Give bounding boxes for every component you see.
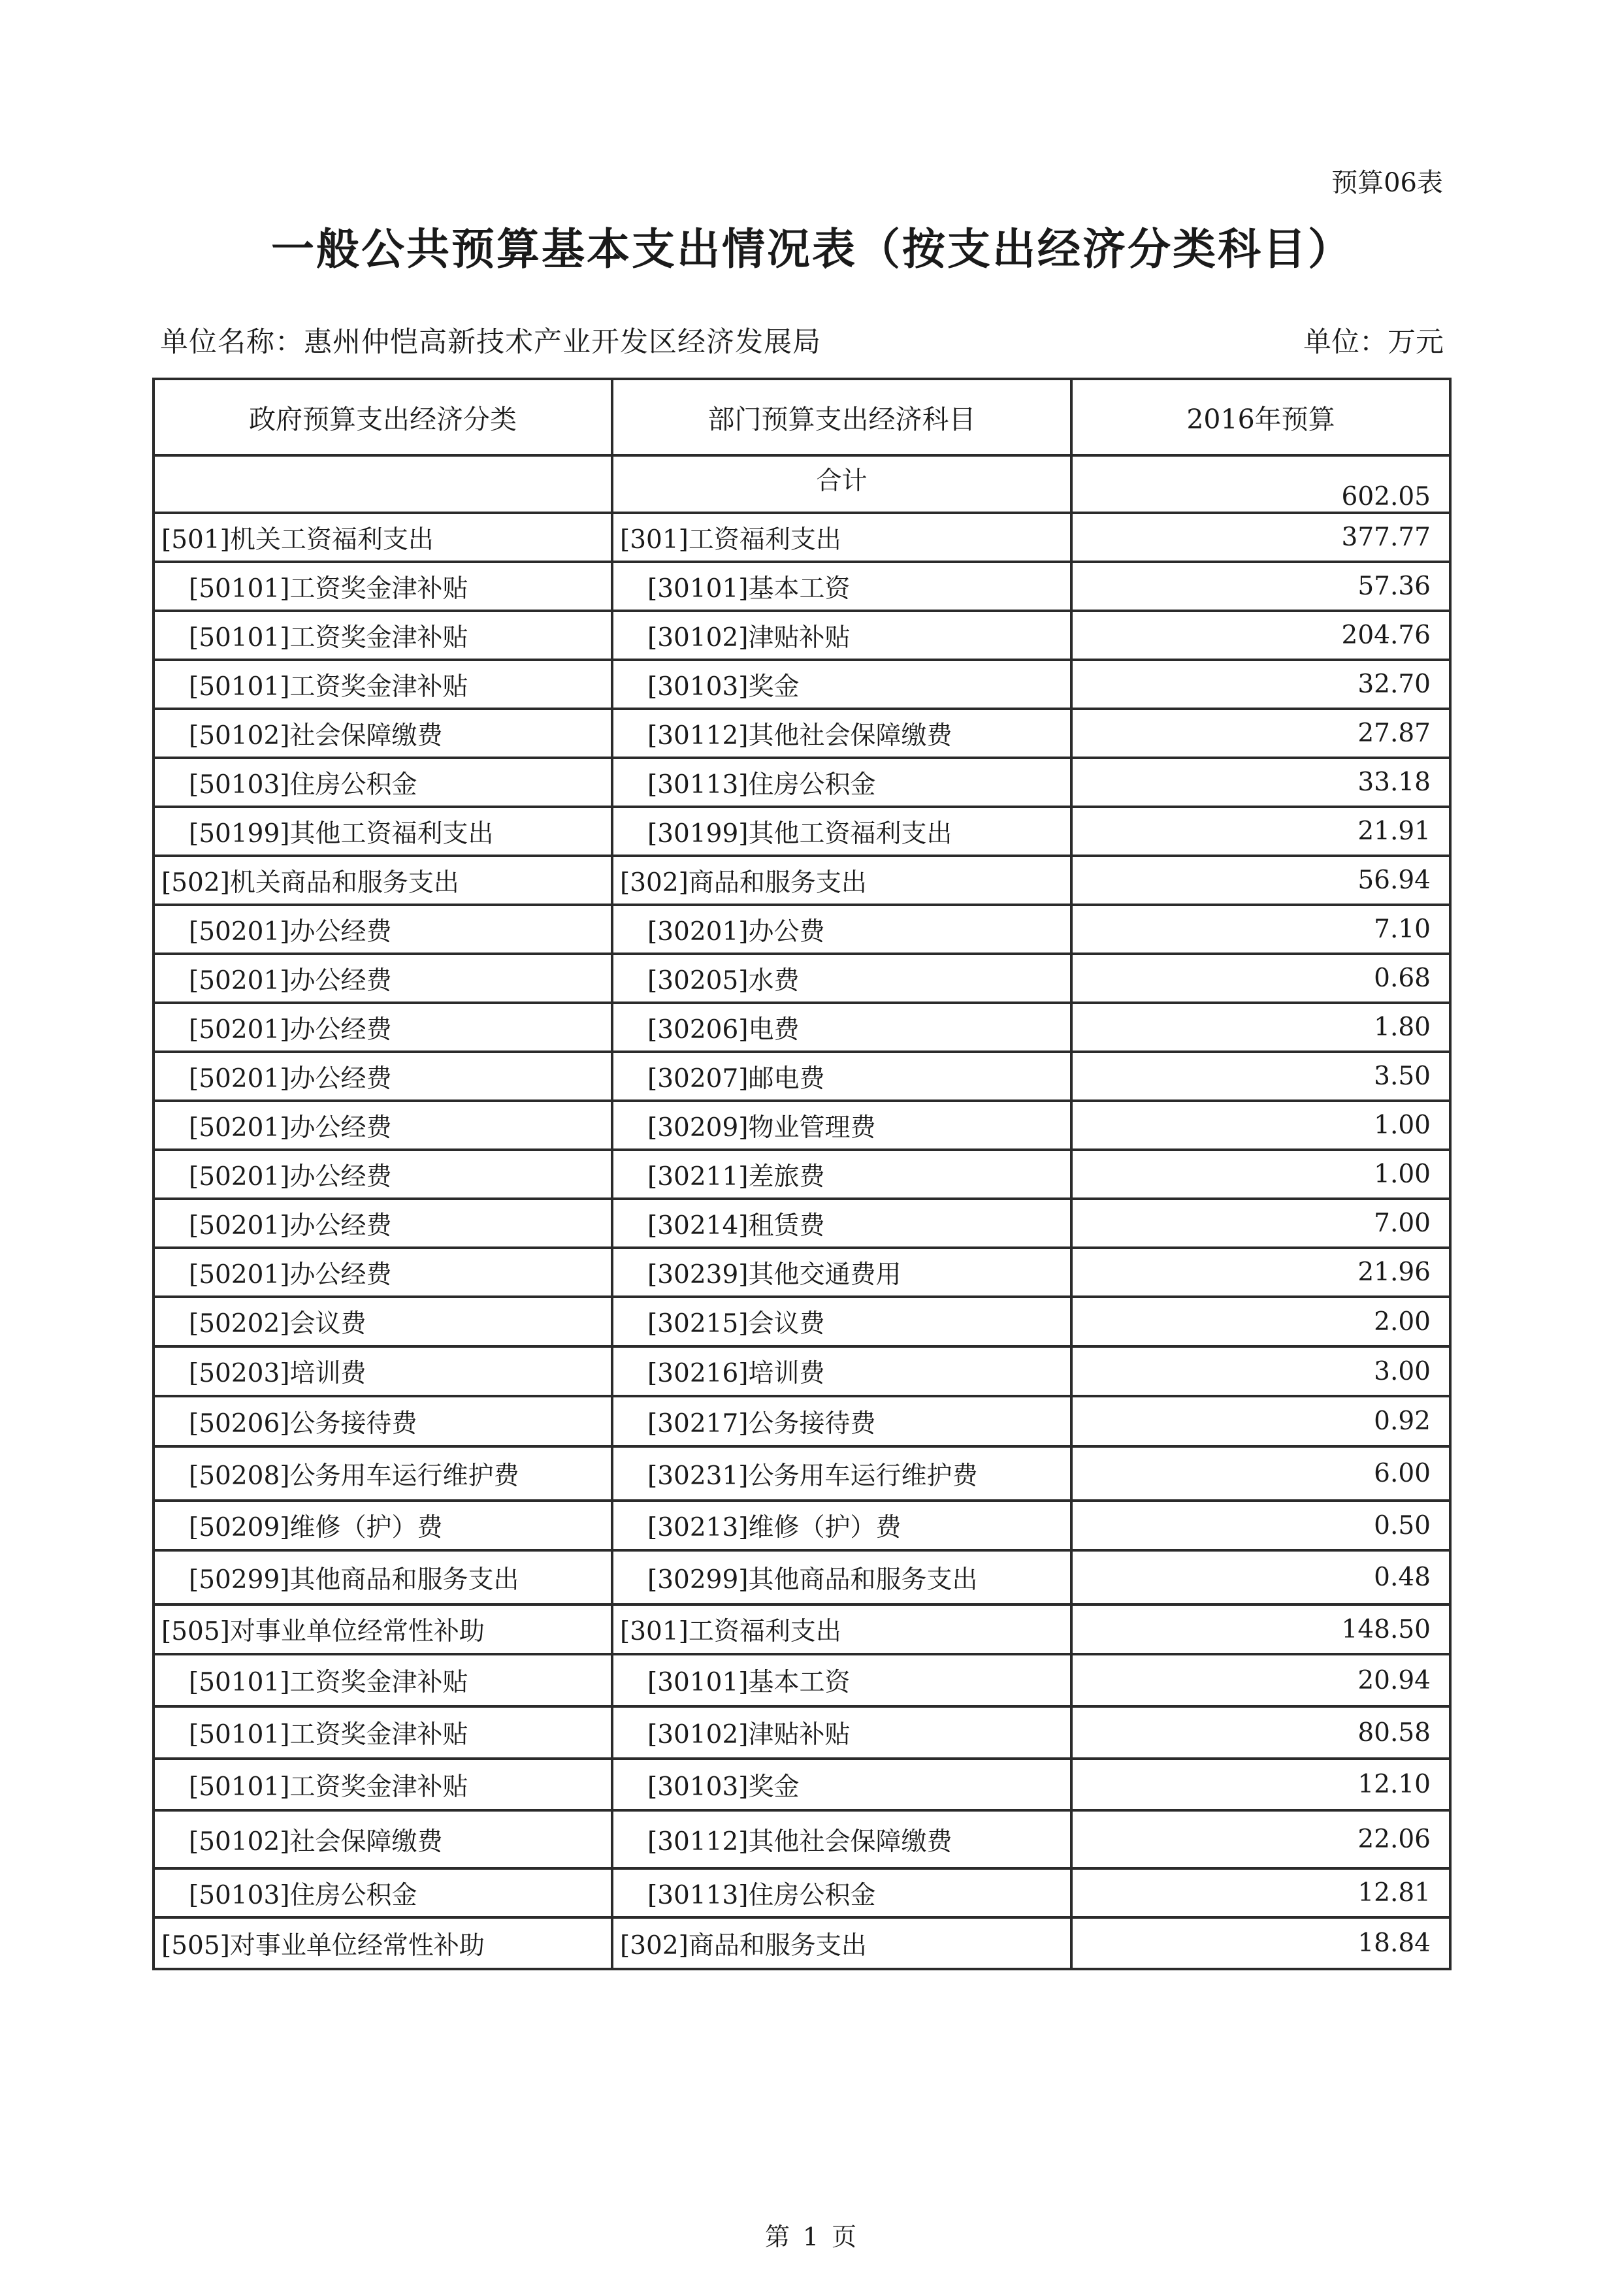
table-row [154, 758, 1450, 807]
gov-category-cell: [50101]工资奖金津补贴 [154, 1706, 612, 1759]
table-row [154, 1396, 1450, 1446]
dept-item-cell: [30112]其他社会保障缴费 [612, 709, 1071, 758]
dept-item-cell: [30199]其他工资福利支出 [612, 807, 1071, 856]
table-row [154, 1501, 1450, 1550]
amount-cell: 32.70 [1071, 660, 1450, 709]
amount-cell: 27.87 [1071, 709, 1450, 758]
amount-cell: 1.00 [1071, 1150, 1450, 1199]
dept-item-cell: [30211]差旅费 [612, 1150, 1071, 1199]
amount-cell: 80.58 [1071, 1706, 1450, 1759]
gov-category-cell: [50201]办公经费 [154, 954, 612, 1003]
table-row [154, 513, 1450, 562]
table-row [154, 1248, 1450, 1297]
gov-category-cell: [50101]工资奖金津补贴 [154, 611, 612, 660]
dept-item-cell: [30112]其他社会保障缴费 [612, 1810, 1071, 1868]
table-row [154, 1297, 1450, 1346]
gov-category-cell: [50201]办公经费 [154, 1052, 612, 1101]
amount-cell: 22.06 [1071, 1810, 1450, 1868]
table-row [154, 709, 1450, 758]
amount-cell: 21.96 [1071, 1248, 1450, 1297]
table-row [154, 1604, 1450, 1654]
total-label: 合计 [612, 455, 1071, 513]
budget-table [152, 378, 1452, 1970]
table-row [154, 1052, 1450, 1101]
table-row [154, 1917, 1450, 1969]
total-value: 602.05 [1071, 455, 1450, 513]
currency-unit: 单位：万元 [1303, 326, 1444, 359]
gov-category-cell: [50202]会议费 [154, 1297, 612, 1346]
amount-cell: 12.10 [1071, 1759, 1450, 1810]
table-row [154, 1003, 1450, 1052]
amount-cell: 3.00 [1071, 1346, 1450, 1396]
gov-category-cell: [50101]工资奖金津补贴 [154, 562, 612, 611]
table-row [154, 905, 1450, 954]
dept-item-cell: [30214]租赁费 [612, 1199, 1071, 1248]
amount-cell: 148.50 [1071, 1604, 1450, 1654]
total-empty-cell [154, 455, 612, 513]
table-row [154, 1706, 1450, 1759]
gov-category-cell: [50101]工资奖金津补贴 [154, 660, 612, 709]
dept-item-cell: [30113]住房公积金 [612, 1868, 1071, 1917]
table-row [154, 611, 1450, 660]
gov-category-cell: [50103]住房公积金 [154, 1868, 612, 1917]
page-title: 一般公共预算基本支出情况表（按支出经济分类科目） [271, 223, 1353, 274]
column-header-amount: 2016年预算 [1071, 379, 1450, 455]
dept-item-cell: [302]商品和服务支出 [612, 856, 1071, 905]
gov-category-cell: [50201]办公经费 [154, 1199, 612, 1248]
table-row [154, 660, 1450, 709]
dept-item-cell: [30101]基本工资 [612, 1654, 1071, 1706]
table-row [154, 1150, 1450, 1199]
column-header-gov: 政府预算支出经济分类 [154, 379, 612, 455]
gov-category-cell: [50103]住房公积金 [154, 758, 612, 807]
table-row [154, 807, 1450, 856]
page-number: 第 1 页 [764, 2223, 860, 2251]
dept-item-cell: [301]工资福利支出 [612, 1604, 1071, 1654]
gov-category-cell: [50208]公务用车运行维护费 [154, 1446, 612, 1501]
gov-category-cell: [50102]社会保障缴费 [154, 709, 612, 758]
gov-category-cell: [50299]其他商品和服务支出 [154, 1550, 612, 1604]
table-row [154, 1101, 1450, 1150]
table-number: 预算06表 [1331, 168, 1443, 198]
table-row [154, 1346, 1450, 1396]
amount-cell: 204.76 [1071, 611, 1450, 660]
gov-category-cell: [50201]办公经费 [154, 905, 612, 954]
dept-item-cell: [30299]其他商品和服务支出 [612, 1550, 1071, 1604]
amount-cell: 0.68 [1071, 954, 1450, 1003]
amount-cell: 21.91 [1071, 807, 1450, 856]
gov-category-cell: [505]对事业单位经常性补助 [154, 1917, 612, 1969]
gov-category-cell: [501]机关工资福利支出 [154, 513, 612, 562]
gov-category-cell: [50101]工资奖金津补贴 [154, 1654, 612, 1706]
gov-category-cell: [50201]办公经费 [154, 1003, 612, 1052]
gov-category-cell: [50209]维修（护）费 [154, 1501, 612, 1550]
amount-cell: 7.00 [1071, 1199, 1450, 1248]
table-row [154, 1550, 1450, 1604]
table-row [154, 1446, 1450, 1501]
dept-item-cell: [30215]会议费 [612, 1297, 1071, 1346]
dept-item-cell: [30102]津贴补贴 [612, 611, 1071, 660]
table-row [154, 856, 1450, 905]
gov-category-cell: [502]机关商品和服务支出 [154, 856, 612, 905]
dept-item-cell: [30103]奖金 [612, 660, 1071, 709]
amount-cell: 6.00 [1071, 1446, 1450, 1501]
gov-category-cell: [50201]办公经费 [154, 1101, 612, 1150]
amount-cell: 377.77 [1071, 513, 1450, 562]
amount-cell: 2.00 [1071, 1297, 1450, 1346]
gov-category-cell: [50199]其他工资福利支出 [154, 807, 612, 856]
column-header-dept: 部门预算支出经济科目 [612, 379, 1071, 455]
dept-item-cell: [301]工资福利支出 [612, 513, 1071, 562]
gov-category-cell: [50203]培训费 [154, 1346, 612, 1396]
gov-category-cell: [50206]公务接待费 [154, 1396, 612, 1446]
amount-cell: 0.92 [1071, 1396, 1450, 1446]
dept-item-cell: [30103]奖金 [612, 1759, 1071, 1810]
dept-item-cell: [30205]水费 [612, 954, 1071, 1003]
table-row [154, 954, 1450, 1003]
dept-item-cell: [30213]维修（护）费 [612, 1501, 1071, 1550]
amount-cell: 1.00 [1071, 1101, 1450, 1150]
gov-category-cell: [505]对事业单位经常性补助 [154, 1604, 612, 1654]
amount-cell: 20.94 [1071, 1654, 1450, 1706]
amount-cell: 0.48 [1071, 1550, 1450, 1604]
table-row [154, 1810, 1450, 1868]
amount-cell: 7.10 [1071, 905, 1450, 954]
amount-cell: 56.94 [1071, 856, 1450, 905]
total-row [154, 455, 1450, 513]
amount-cell: 0.50 [1071, 1501, 1450, 1550]
table-header-row [154, 379, 1450, 455]
amount-cell: 33.18 [1071, 758, 1450, 807]
dept-item-cell: [30217]公务接待费 [612, 1396, 1071, 1446]
dept-item-cell: [30201]办公费 [612, 905, 1071, 954]
table-row [154, 562, 1450, 611]
dept-item-cell: [30101]基本工资 [612, 562, 1071, 611]
dept-item-cell: [30209]物业管理费 [612, 1101, 1071, 1150]
amount-cell: 1.80 [1071, 1003, 1450, 1052]
dept-item-cell: [30231]公务用车运行维护费 [612, 1446, 1071, 1501]
dept-item-cell: [30207]邮电费 [612, 1052, 1071, 1101]
dept-item-cell: [30206]电费 [612, 1003, 1071, 1052]
amount-cell: 57.36 [1071, 562, 1450, 611]
amount-cell: 18.84 [1071, 1917, 1450, 1969]
amount-cell: 3.50 [1071, 1052, 1450, 1101]
table-row [154, 1199, 1450, 1248]
dept-item-cell: [302]商品和服务支出 [612, 1917, 1071, 1969]
dept-item-cell: [30216]培训费 [612, 1346, 1071, 1396]
dept-item-cell: [30102]津贴补贴 [612, 1706, 1071, 1759]
unit-name: 单位名称：惠州仲恺高新技术产业开发区经济发展局 [160, 326, 821, 359]
gov-category-cell: [50101]工资奖金津补贴 [154, 1759, 612, 1810]
amount-cell: 12.81 [1071, 1868, 1450, 1917]
gov-category-cell: [50201]办公经费 [154, 1150, 612, 1199]
gov-category-cell: [50201]办公经费 [154, 1248, 612, 1297]
table-row [154, 1868, 1450, 1917]
table-row [154, 1654, 1450, 1706]
gov-category-cell: [50102]社会保障缴费 [154, 1810, 612, 1868]
dept-item-cell: [30113]住房公积金 [612, 758, 1071, 807]
dept-item-cell: [30239]其他交通费用 [612, 1248, 1071, 1297]
table-row [154, 1759, 1450, 1810]
